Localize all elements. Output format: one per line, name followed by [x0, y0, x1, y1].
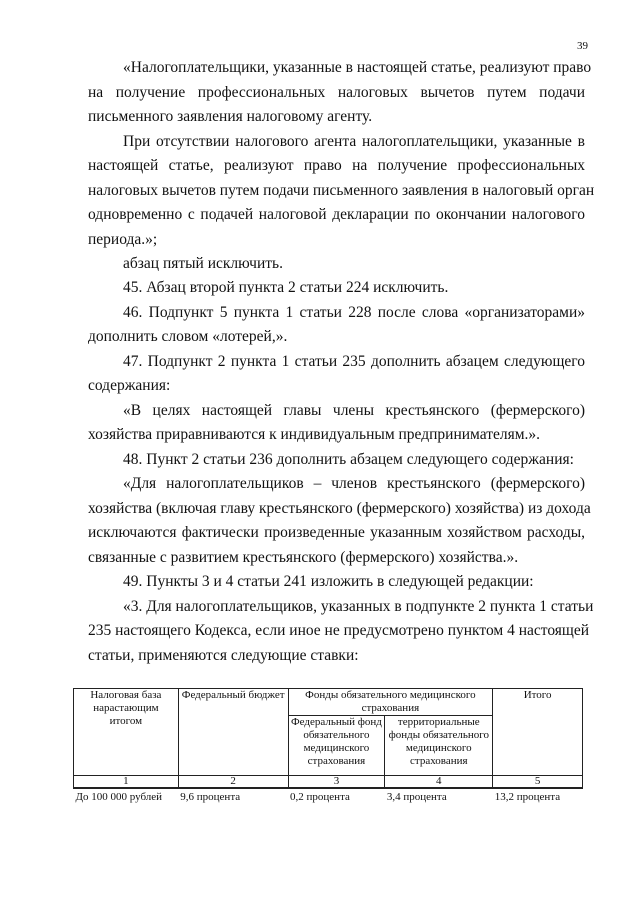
- text-line: «3. Для налогоплательщиков, указанных в подпункте 2 пункта 1 статьи: [123, 598, 594, 615]
- cell-federal-fund: 0,2 процента: [290, 791, 350, 803]
- text-line: хозяйства (включая главу крестьянского (фермерского) хозяйства) из дохода: [88, 500, 591, 517]
- text-line: абзац пятый исключить.: [123, 255, 283, 272]
- text-line: 48. Пункт 2 статьи 236 дополнить абзацем следующего содержания:: [123, 451, 574, 468]
- text-line: «Налогоплательщики, указанные в настоящей статье, реализуют право: [123, 59, 592, 76]
- text-line: статьи, применяются следующие ставки:: [88, 647, 359, 664]
- cell-total: 13,2 процента: [494, 791, 561, 803]
- header-federal-fund: Федеральный фонд обязательного медицинского страхования: [288, 716, 385, 776]
- page-number: 39: [577, 40, 588, 52]
- text-line: «В целях настоящей главы члены крестьянского (фермерского): [123, 402, 585, 419]
- header-tax-base: Налоговая база нарастающим итогом: [74, 689, 179, 776]
- header-federal-budget: Федеральный бюджет: [178, 689, 288, 776]
- cell-federal-budget: 9,6 процента: [180, 791, 241, 803]
- header-funds-group: Фонды обязательного медицинского страхования: [288, 689, 493, 716]
- header-total: Итого: [493, 689, 583, 776]
- text-line: «Для налогоплательщиков – членов крестьянского (фермерского): [123, 475, 585, 492]
- column-number: 2: [178, 776, 288, 789]
- text-line: одновременно с подачей налоговой декларации по окончании налогового: [88, 206, 585, 223]
- column-number: 1: [74, 776, 179, 789]
- text-line: письменного заявления налоговому агенту.: [88, 108, 373, 125]
- column-number: 4: [385, 776, 493, 789]
- cell-territorial-funds: 3,4 процента: [386, 791, 447, 803]
- tax-rates-table: [73, 688, 583, 804]
- text-line: При отсутствии налогового агента налогоплательщики, указанные в: [123, 133, 585, 150]
- text-line: 45. Абзац второй пункта 2 статьи 224 исключить.: [123, 279, 449, 296]
- column-numbers-row: [74, 776, 583, 789]
- text-line: 49. Пункты 3 и 4 статьи 241 изложить в следующей редакции:: [123, 573, 534, 590]
- text-line: хозяйства приравниваются к индивидуальным предпринимателям.».: [88, 426, 541, 443]
- table-row: [74, 788, 583, 804]
- text-line: дополнить словом «лотерей,».: [88, 328, 288, 345]
- cell-tax-base: До 100 000 рублей: [75, 791, 163, 803]
- text-line: 235 настоящего Кодекса, если иное не предусмотрено пунктом 4 настоящей: [88, 622, 590, 639]
- text-line: на получение профессиональных налоговых вычетов путем подачи: [88, 84, 585, 101]
- text-line: 47. Подпункт 2 пункта 1 статьи 235 дополнить абзацем следующего: [123, 353, 585, 370]
- header-territorial-funds: территориальные фонды обязательного медицинского страхования: [385, 716, 493, 776]
- text-line: 46. Подпункт 5 пункта 1 статьи 228 после слова «организаторами»: [123, 304, 585, 321]
- text-line: исключаются фактически произведенные указанным хозяйством расходы,: [88, 524, 585, 541]
- text-line: настоящей статье, реализуют право на получение профессиональных: [88, 157, 585, 174]
- text-line: содержания:: [88, 377, 171, 394]
- text-line: связанные с развитием крестьянского (фермерского) хозяйства.».: [88, 549, 519, 566]
- text-line: периода.»;: [88, 231, 158, 248]
- column-number: 5: [493, 776, 583, 789]
- table-header-row: [74, 689, 583, 716]
- column-number: 3: [288, 776, 385, 789]
- text-line: налоговых вычетов путем подачи письменного заявления в налоговый орган: [88, 182, 595, 199]
